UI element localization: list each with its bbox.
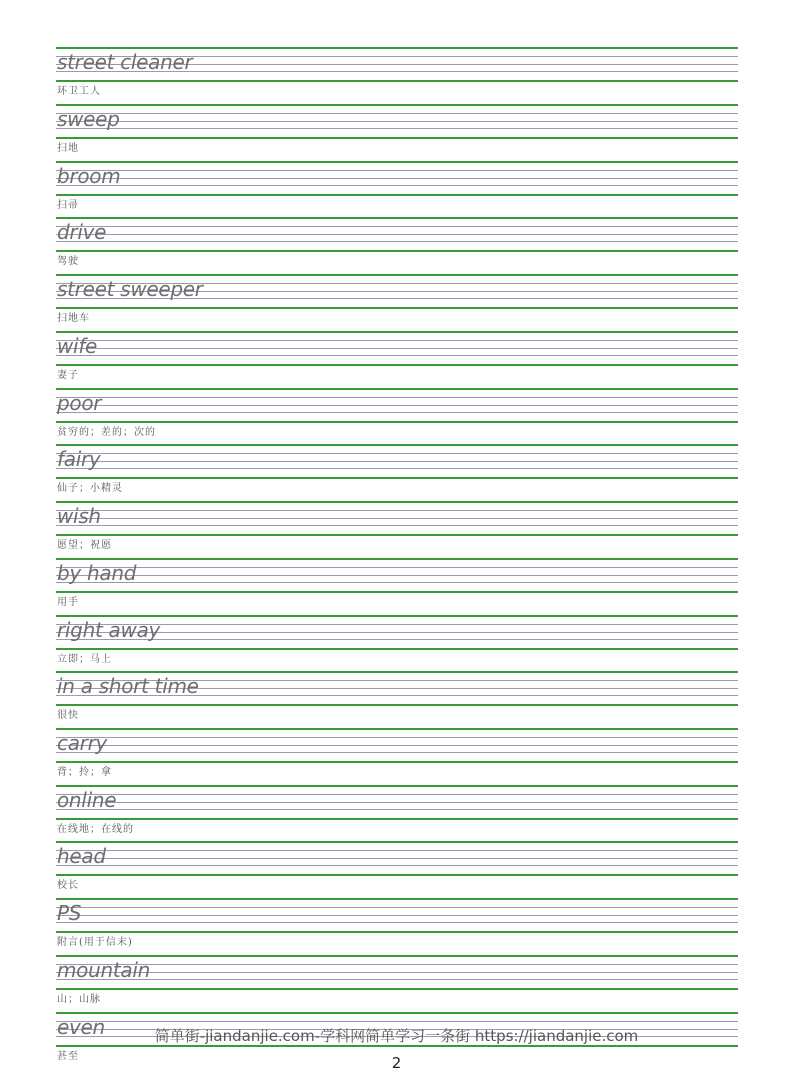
ruling-line: [56, 874, 738, 876]
vocab-entry: [56, 331, 738, 388]
ruling-line: [56, 444, 738, 446]
ruling-line: [56, 794, 738, 795]
ruling-line: [56, 217, 738, 219]
vocab-meaning: 甚至: [57, 1051, 79, 1062]
vocab-meaning: 扫地: [57, 143, 79, 154]
vocab-word: by hand: [57, 561, 137, 585]
ruling-line: [56, 194, 738, 196]
vocab-entry: [56, 615, 738, 672]
ruling-line: [56, 648, 738, 650]
page-number: 2: [391, 1054, 402, 1072]
ruling-line: [56, 582, 738, 583]
vocab-word: wish: [57, 504, 101, 528]
vocab-word: mountain: [57, 958, 151, 982]
ruling-line: [56, 979, 738, 980]
ruling-line: [56, 745, 738, 746]
vocab-word: street sweeper: [57, 277, 203, 301]
ruling-line: [56, 501, 738, 503]
vocab-entry: [56, 501, 738, 558]
vocab-word: carry: [57, 731, 108, 755]
ruling-line: [56, 865, 738, 866]
ruling-line: [56, 858, 738, 859]
ruling-line: [56, 307, 738, 309]
vocab-word: online: [57, 788, 117, 812]
vocab-word: right away: [57, 618, 161, 642]
ruling-line: [56, 1012, 738, 1014]
ruling-line: [56, 364, 738, 366]
ruling-line: [56, 178, 738, 179]
ruling-line: [56, 534, 738, 536]
vocab-entry: [56, 161, 738, 218]
vocab-meaning: 愿望；祝愿: [57, 540, 112, 551]
vocab-entry: [56, 444, 738, 501]
ruling-line: [56, 461, 738, 462]
ruling-line: [56, 226, 738, 227]
vocab-meaning: 山；山脉: [57, 994, 101, 1005]
ruling-line: [56, 525, 738, 526]
ruling-line: [56, 785, 738, 787]
ruling-line: [56, 234, 738, 235]
vocab-meaning: 仙子；小精灵: [57, 483, 123, 494]
vocab-entry: [56, 47, 738, 104]
vocab-entry: [56, 274, 738, 331]
vocab-word: PS: [57, 901, 82, 925]
vocab-entry: [56, 841, 738, 898]
vocab-meaning: 在线地；在线的: [57, 824, 134, 835]
vocab-entry: [56, 955, 738, 1012]
ruling-line: [56, 922, 738, 923]
vocab-word: broom: [57, 164, 121, 188]
vocab-word: street cleaner: [57, 50, 193, 74]
ruling-line: [56, 761, 738, 763]
ruling-line: [56, 128, 738, 129]
ruling-line: [56, 397, 738, 398]
vocab-meaning: 立即；马上: [57, 654, 112, 665]
vocab-entry: [56, 898, 738, 955]
ruling-line: [56, 355, 738, 356]
vocab-meaning: 扫帚: [57, 200, 79, 211]
vocab-entry: [56, 217, 738, 274]
vocab-meaning: 背；拎；拿: [57, 767, 112, 778]
vocab-word: even: [57, 1015, 105, 1039]
ruling-line: [56, 915, 738, 916]
ruling-line: [56, 161, 738, 163]
vocab-entry: [56, 388, 738, 445]
vocab-meaning: 驾驶: [57, 256, 79, 267]
ruling-line: [56, 955, 738, 957]
vocab-word: drive: [57, 220, 107, 244]
ruling-line: [56, 510, 738, 511]
vocab-word: in a short time: [57, 674, 199, 698]
vocab-entry: [56, 785, 738, 842]
ruling-line: [56, 752, 738, 753]
ruling-line: [56, 591, 738, 593]
ruling-line: [56, 615, 738, 617]
vocab-meaning: 校长: [57, 880, 79, 891]
vocab-meaning: 用手: [57, 597, 79, 608]
ruling-line: [56, 1021, 738, 1022]
ruling-line: [56, 80, 738, 82]
ruling-line: [56, 274, 738, 276]
ruling-line: [56, 737, 738, 738]
ruling-line: [56, 137, 738, 139]
ruling-line: [56, 170, 738, 171]
ruling-line: [56, 121, 738, 122]
ruling-line: [56, 518, 738, 519]
ruling-line: [56, 809, 738, 810]
ruling-line: [56, 453, 738, 454]
vocab-entry: [56, 104, 738, 161]
ruling-line: [56, 972, 738, 973]
footer-watermark: 简单街-jiandanjie.com-学科网简单学习一条街 https://jiandanjie.com: [154, 1027, 639, 1045]
vocab-meaning: 很快: [57, 710, 79, 721]
vocab-word: head: [57, 844, 106, 868]
ruling-line: [56, 331, 738, 333]
ruling-line: [56, 412, 738, 413]
ruling-line: [56, 802, 738, 803]
vocab-meaning: 环卫工人: [57, 86, 101, 97]
ruling-line: [56, 704, 738, 706]
vocab-entry: [56, 671, 738, 728]
ruling-line: [56, 671, 738, 673]
vocab-entry: [56, 728, 738, 785]
ruling-line: [56, 241, 738, 242]
ruling-line: [56, 185, 738, 186]
ruling-line: [56, 348, 738, 349]
vocab-word: sweep: [57, 107, 120, 131]
ruling-line: [56, 964, 738, 965]
vocab-meaning: 妻子: [57, 370, 79, 381]
ruling-line: [56, 113, 738, 114]
vocab-word: wife: [57, 334, 98, 358]
ruling-line: [56, 47, 738, 49]
ruling-line: [56, 250, 738, 252]
vocab-meaning: 贫穷的；差的；次的: [57, 427, 156, 438]
ruling-line: [56, 841, 738, 843]
ruling-line: [56, 567, 738, 568]
ruling-line: [56, 988, 738, 990]
ruling-line: [56, 477, 738, 479]
vocab-meaning: 扫地车: [57, 313, 90, 324]
vocab-entry: [56, 558, 738, 615]
vocab-meaning: 附言(用于信末): [57, 937, 133, 948]
ruling-line: [56, 388, 738, 390]
ruling-line: [56, 907, 738, 908]
ruling-line: [56, 340, 738, 341]
ruling-line: [56, 850, 738, 851]
ruling-line: [56, 104, 738, 106]
ruling-line: [56, 558, 738, 560]
ruling-line: [56, 931, 738, 933]
ruling-line: [56, 421, 738, 423]
ruling-line: [56, 575, 738, 576]
vocab-word: poor: [57, 391, 102, 415]
ruling-line: [56, 898, 738, 900]
ruling-line: [56, 405, 738, 406]
ruling-line: [56, 818, 738, 820]
ruling-line: [56, 468, 738, 469]
vocab-word: fairy: [57, 447, 101, 471]
ruling-line: [56, 728, 738, 730]
